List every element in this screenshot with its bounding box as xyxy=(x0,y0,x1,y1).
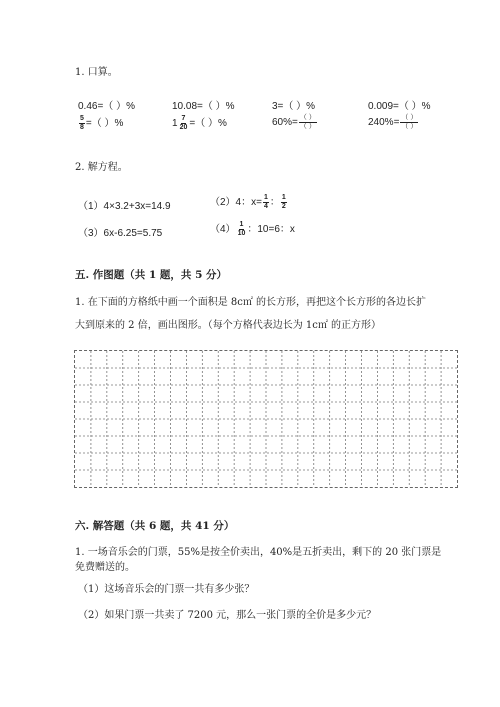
q2-equation-4: （4） $\frac{1}{10}$ ：10=6：x xyxy=(210,220,295,237)
fraction: $\frac{1}{10}$ xyxy=(237,220,246,237)
q1-item-1: 0.46=（ ）% xyxy=(78,101,135,112)
section-5-question-line-2: 大到原来的 2 倍，画出图形。（每个方格代表边长为 1c㎡ 的正方形） xyxy=(75,320,382,331)
fraction-blank: $\frac{( )}{( )}$ xyxy=(299,114,316,130)
section-5-question-line-1: 1. 在下面的方格纸中画一个面积是 8c㎡ 的长方形，再把这个长方形的各边长扩 xyxy=(75,297,427,308)
q1-item-8: 240%= $\frac{( )}{( )}$ xyxy=(368,114,418,130)
q2-title: 2. 解方程。 xyxy=(75,162,128,173)
section-6-subquestion-1: （1）这场音乐会的门票一共有多少张？ xyxy=(78,584,255,595)
q1-item-4: 0.009=（ ）% xyxy=(368,101,431,112)
q1-item-7: 60%= $\frac{( )}{( )}$ xyxy=(272,114,316,130)
section-5-heading: 五. 作图题（共 1 题，共 5 分） xyxy=(75,269,228,281)
fraction-blank: $\frac{( )}{( )}$ xyxy=(401,114,418,130)
square-grid-paper[interactable] xyxy=(74,350,458,488)
fraction: $\frac{1}{4}$ xyxy=(263,193,268,210)
q1-item-2: 10.08=（ ）% xyxy=(172,101,235,112)
section-6-subquestion-2: （2）如果门票一共卖了 7200 元，那么一张门票的全价是多少元？ xyxy=(78,610,377,621)
q1-item-5: $\frac{5}{8}$ =（ ）% xyxy=(80,114,124,131)
q1-item-3: 3=（ ）% xyxy=(272,101,316,112)
q1-item-6: 1 $\frac{7}{20}$ =（ ）% xyxy=(172,114,227,131)
section-6-heading: 六. 解答题（共 6 题，共 41 分） xyxy=(75,520,235,532)
q2-equation-2: （2）4：x= $\frac{1}{4}$ ： $\frac{1}{2}$ xyxy=(210,193,286,210)
fraction: $\frac{7}{20}$ xyxy=(179,114,188,131)
q2-equation-3: （3）6x-6.25=5.75 xyxy=(78,228,163,239)
section-6-question-line-2: 免费赠送的。 xyxy=(75,562,135,573)
fraction: $\frac{5}{8}$ xyxy=(80,114,84,131)
section-6-question-line-1: 1. 一场音乐会的门票，55%是按全价卖出，40%是五折卖出，剩下的 20 张门票是 xyxy=(75,547,442,558)
grid-lines xyxy=(75,351,457,487)
q1-title: 1. 口算。 xyxy=(75,67,118,78)
q2-equation-1: （1）4×3.2+3x=14.9 xyxy=(78,201,171,212)
fraction: $\frac{1}{2}$ xyxy=(281,193,286,210)
